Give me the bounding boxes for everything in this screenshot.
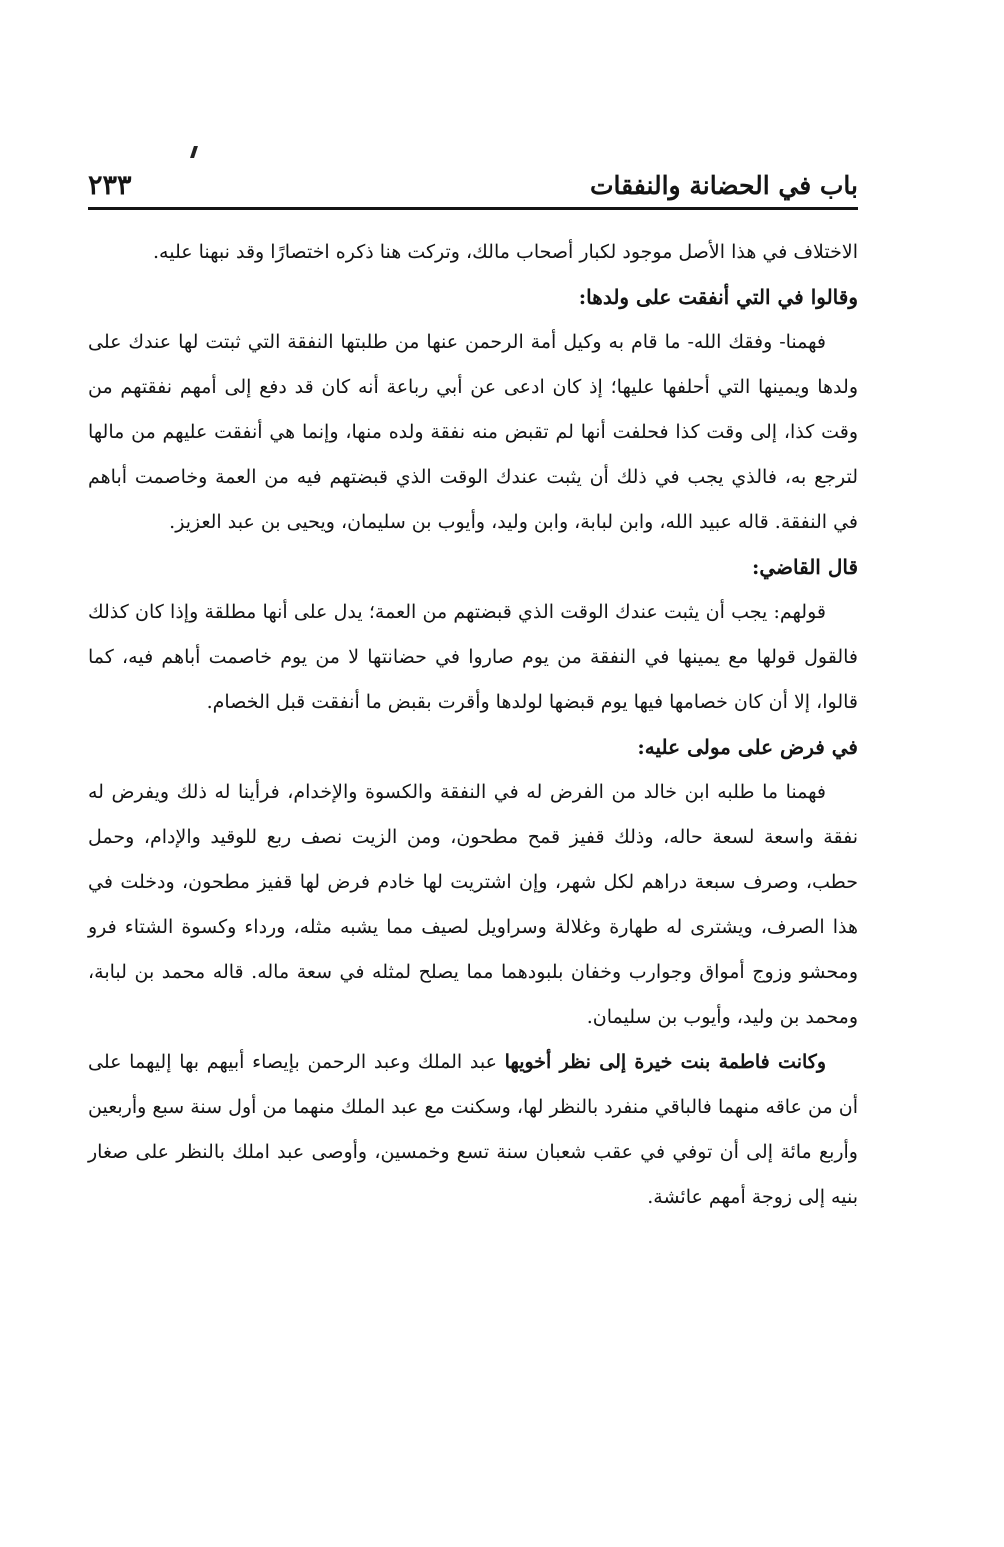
page-number: ٢٣٣ bbox=[88, 170, 132, 201]
section-heading-spending: وقالوا في التي أنفقت على ولدها: bbox=[578, 285, 858, 309]
paragraph-fatima-lead: وكانت فاطمة بنت خيرة إلى نظر أخويها bbox=[504, 1051, 826, 1073]
printer-mark bbox=[190, 146, 198, 158]
section-heading-ward: في فرض على مولى عليه: bbox=[637, 735, 858, 759]
page-body bbox=[88, 230, 858, 1220]
paragraph-intro: الاختلاف في هذا الأصل موجود لكبار أصحاب مالك، وتركت هنا ذكره اختصارًا وقد نبهنا عليه. bbox=[153, 241, 858, 263]
page-header bbox=[88, 166, 858, 206]
running-title: باب في الحضانة والنفقات bbox=[590, 171, 858, 200]
header-rule bbox=[88, 207, 858, 210]
paragraph-judge: قولهم: يجب أن يثبت عندك الوقت الذي قبضتهم من العمة؛ يدل على أنها مطلقة وإذا كان كذلك فالقول قولها مع يمينها في النفقة من يوم صاروا في حضانتها لا من يوم خاصمت أباهم فيه، كما قالوا، إلا أن كان خصامها فيها يوم قبضها لولدها وأقرت بقبض ما أنفقت قبل الخصام. bbox=[88, 601, 858, 713]
paragraph-fatima bbox=[88, 1040, 858, 1220]
paragraph-ward: فهمنا ما طلبه ابن خالد من الفرض له في النفقة والكسوة والإخدام، فرأينا له ذلك ويفرض له نفقة واسعة لسعة حاله، وذلك قفيز قمح مطحون، ومن الزيت نصف ربع للوقيد والإدام، وحمل حطب، وصرف سبعة دراهم لكل شهر، وإن اشتريت لها خادم فرض لها قفيز مطحون، ودخلت في هذا الصرف، ويشترى له طهارة وغلالة وسراويل لصيف مما يشبه مثله، ورداء وكسوة الشتاء فرو ومحشو وزوج أمواق وجوارب وخفان بلبودهما مما يصلح لمثله في سعة ماله. قاله محمد بن لبابة، ومحمد بن وليد، وأيوب بن سليمان. bbox=[88, 781, 858, 1028]
paragraph-fatima-rest: عبد الملك وعبد الرحمن بإيصاء أبيهم بها إليهما على أن من عاقه منهما فالباقي منفرد بالنظر لها، وسكنت مع عبد الملك منهما من أول سنة سبع وأربعين وأربع مائة إلى أن توفي في عقب شعبان سنة تسع وخمسين، وأوصى عبد املك بالنظر على صغار بنيه إلى زوجة أمهم عائشة. bbox=[88, 1051, 858, 1208]
book-page bbox=[88, 0, 858, 1547]
section-heading-judge: قال القاضي: bbox=[751, 555, 858, 579]
paragraph-spending: فهمنا- وفقك الله- ما قام به وكيل أمة الرحمن عنها من طلبتها النفقة التي ثبتت لها عندك على ولدها ويمينها التي أحلفها عليها؛ إذ كان ادعى عن أبي رباعة أنه كان قد دفع إلى أمهم نفقتهم من وقت كذا، إلى وقت كذا فحلفت أنها لم تقبض منه نفقة ولده منها، وإنما هي أنفقت عليهم من مالها لترجع به، فالذي يجب في ذلك أن يثبت عندك الوقت الذي قبضتهم فيه من العمة وخاصمت أباهم في النفقة. قاله عبيد الله، وابن لبابة، وابن وليد، وأيوب بن سليمان، ويحيى بن عبد العزيز. bbox=[88, 331, 858, 533]
